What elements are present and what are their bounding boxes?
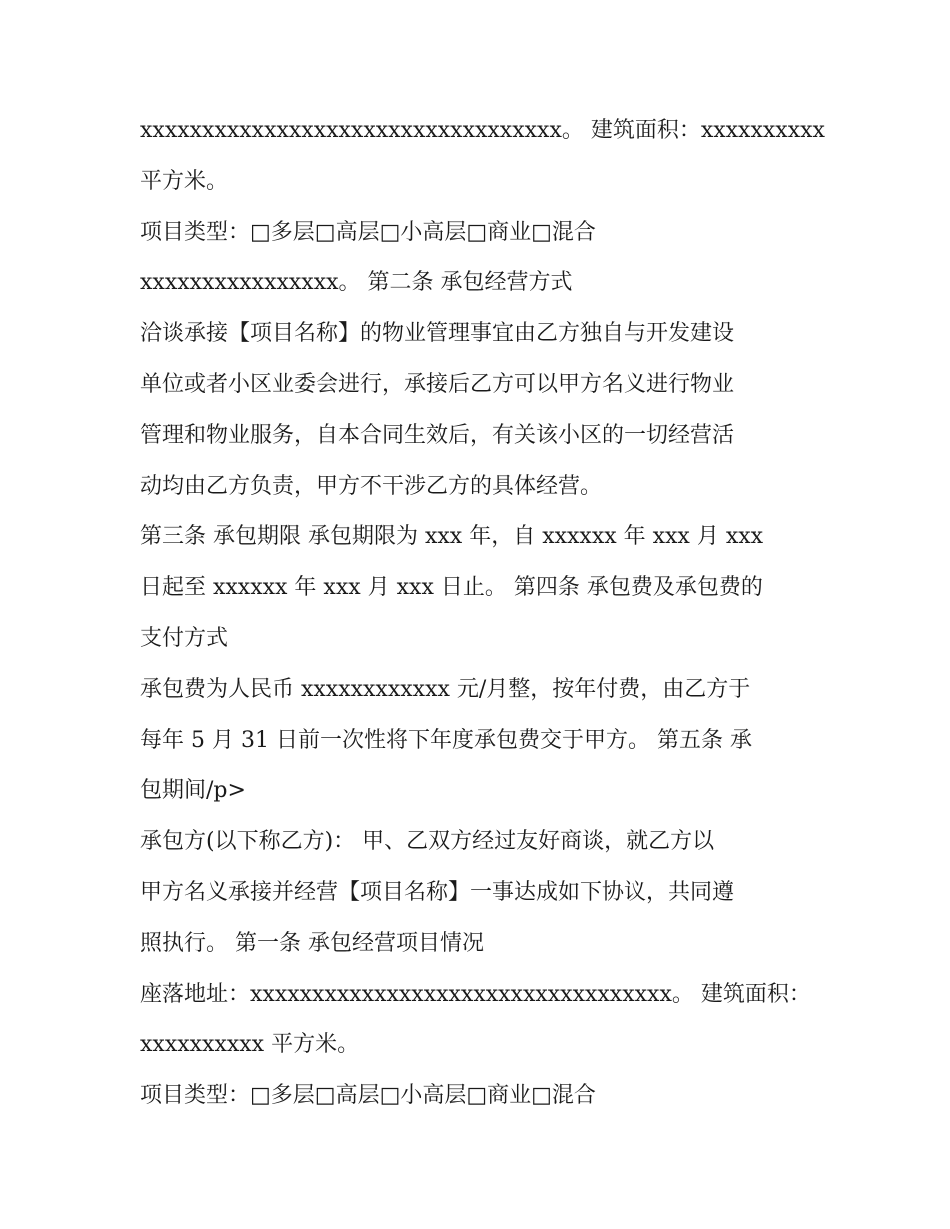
- text-line: xxxxxxxxxxxxxxxx。 第二条 承包经营方式: [140, 270, 573, 296]
- text-line: 支付方式: [140, 625, 229, 651]
- text-line: 项目类型：□多层□高层□小高层□商业□混合: [140, 1083, 596, 1109]
- text-line: 管理和物业服务，自本合同生效后，有关该小区的一切经营活: [140, 422, 735, 448]
- text-line: 日起至 xxxxxx 年 xxx 月 xxx 日止。 第四条 承包费及承包费的: [140, 575, 763, 601]
- document-body: [140, 106, 825, 1122]
- text-line: 每年 5 月 31 日前一次性将下年度承包费交于甲方。 第五条 承: [140, 727, 752, 753]
- text-line: 项目类型：□多层□高层□小高层□商业□混合: [140, 219, 596, 245]
- text-line: 动均由乙方负责，甲方不干涉乙方的具体经营。: [140, 473, 603, 499]
- text-line: 照执行。 第一条 承包经营项目情况: [140, 930, 484, 956]
- text-line: xxxxxxxxxxxxxxxxxxxxxxxxxxxxxxxxxx。 建筑面积：xxxxxxxxxx: [140, 118, 825, 143]
- text-line: 包期间/p>: [140, 778, 246, 804]
- text-line: 承包费为人民币 xxxxxxxxxxxx 元/月整，按年付费，由乙方于: [140, 676, 751, 702]
- text-line: 单位或者小区业委会进行，承接后乙方可以甲方名义进行物业: [140, 371, 735, 397]
- text-line: xxxxxxxxxx 平方米。: [140, 1032, 360, 1058]
- text-line: 洽谈承接【项目名称】的物业管理事宜由乙方独自与开发建设: [140, 321, 735, 347]
- text-line: 平方米。: [140, 168, 229, 194]
- text-line: 座落地址：xxxxxxxxxxxxxxxxxxxxxxxxxxxxxxxxxx。 建筑面积：: [140, 981, 811, 1007]
- text-line: 甲方名义承接并经营【项目名称】一事达成如下协议，共同遵: [140, 879, 735, 905]
- text-line: 承包方(以下称乙方)： 甲、乙双方经过友好商谈，就乙方以: [140, 829, 715, 855]
- text-line: 第三条 承包期限 承包期限为 xxx 年，自 xxxxxx 年 xxx 月 xxx: [140, 524, 764, 550]
